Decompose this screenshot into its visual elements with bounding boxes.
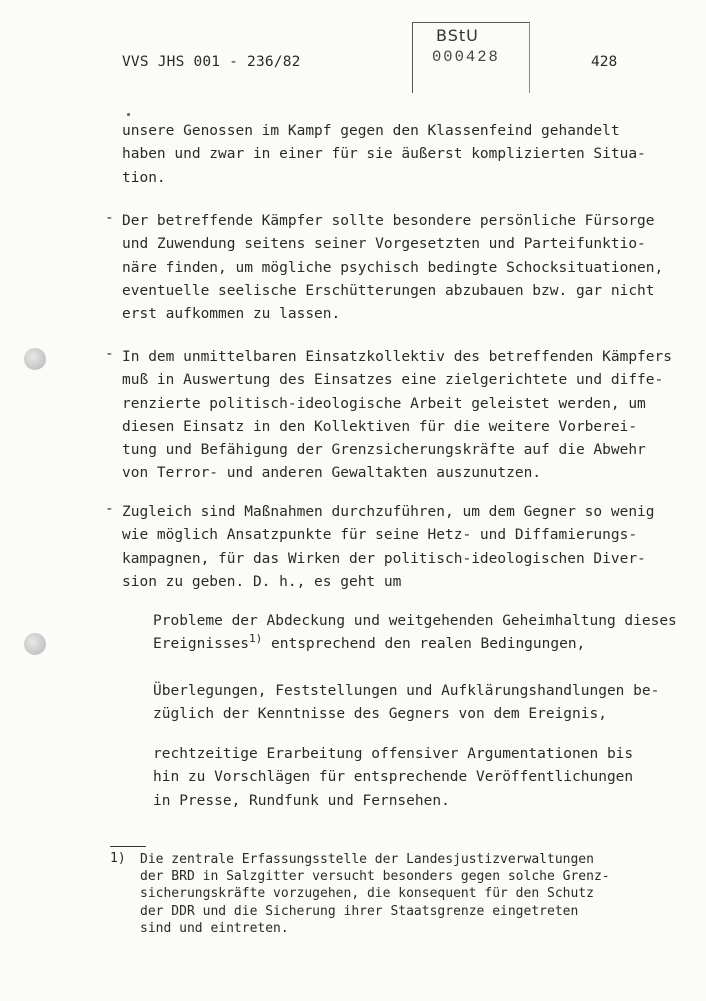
text-line: haben und zwar in einer für sie äußerst komplizierten Situa- (122, 146, 646, 163)
text-line: renzierte politisch-ideologische Arbeit geleistet werden, um (122, 395, 646, 412)
text-line: Probleme der Abdeckung und weitgehenden Geheimhaltung dieses (153, 613, 677, 629)
text-line: unsere Genossen im Kampf gegen den Klassenfeind gehandelt (122, 123, 620, 139)
text-line: entsprechend den realen Bedingungen, (262, 636, 586, 653)
text-line: in Presse, Rundfunk und Fernsehen. (153, 792, 450, 809)
text-line: sion zu geben. D. h., es geht um (122, 573, 402, 590)
punch-hole-bottom (24, 633, 46, 655)
text-line: tung und Befähigung der Grenzsicherungskräfte auf die Abwehr (122, 442, 646, 459)
text-line: sind und eintreten. (140, 920, 289, 936)
text-line: Der betreffende Kämpfer sollte besondere persönliche Fürsorge (122, 213, 655, 229)
bullet-dash: - (105, 501, 114, 517)
text-line: tion. (122, 169, 166, 186)
footnote-rule (110, 846, 146, 847)
document-reference: VVS JHS 001 - 236/82 (122, 54, 301, 70)
text-line: kampagnen, für das Wirken der politisch-ideologischen Diver- (122, 550, 646, 567)
text-line: der DDR und die Sicherung ihrer Staatsgrenze eingetreten (140, 903, 579, 919)
text-line: In dem unmittelbaren Einsatzkollektiv des betreffenden Kämpfers (122, 349, 672, 365)
text-line: Zugleich sind Maßnahmen durchzuführen, um dem Gegner so wenig (122, 504, 655, 520)
stamp-number: 000428 (432, 48, 500, 66)
text-line: der BRD in Salzgitter versucht besonders gegen solche Grenz- (140, 869, 610, 885)
bullet-dash: - (105, 346, 114, 362)
text-line: hin zu Vorschlägen für entsprechende Veröffentlichungen (153, 769, 634, 786)
text-line: diesen Einsatz in den Kollektiven für die weitere Vorberei- (122, 418, 638, 435)
text-line: muß in Auswertung des Einsatzes eine zielgerichtete und diffe- (122, 372, 664, 389)
text-line: rechtzeitige Erarbeitung offensiver Argumentationen bis (153, 746, 634, 762)
sub-item-argumentation (153, 743, 693, 813)
text-line: Überlegungen, Feststellungen und Aufklärungshandlungen be- (153, 683, 660, 699)
page-number: 428 (591, 54, 618, 70)
sub-item-findings (153, 680, 693, 727)
footnote-marker: 1) (110, 851, 126, 866)
footnote-text (140, 851, 700, 937)
speck (127, 113, 130, 116)
text-line: Ereignisses (153, 636, 250, 653)
paragraph-continuation (122, 120, 682, 190)
bullet-dash: - (105, 210, 114, 226)
text-line: züglich der Kenntnisse des Gegners von dem Ereignis, (153, 706, 607, 723)
text-line: eventuelle seelische Erschütterungen abzubauen bzw. gar nicht (122, 282, 655, 299)
text-line: sicherungskräfte vorzugehen, die konsequent für den Schutz (140, 886, 594, 902)
text-line: näre finden, um mögliche psychisch bedingte Schocksituationen, (122, 259, 664, 276)
text-line: und Zuwendung seitens seiner Vorgesetzten und Parteifunktio- (122, 236, 646, 253)
paragraph-collective (122, 346, 682, 486)
paragraph-care (122, 210, 682, 326)
sub-item-concealment (153, 610, 693, 657)
punch-hole-top (24, 348, 46, 370)
text-line: von Terror- und anderen Gewaltakten auszunutzen. (122, 465, 542, 482)
paragraph-measures (122, 501, 682, 594)
footnote-reference: 1) (249, 632, 263, 646)
text-line: Die zentrale Erfassungsstelle der Landesjustizverwaltungen (140, 852, 594, 867)
stamp-title: BStU (436, 26, 479, 45)
text-line: erst aufkommen zu lassen. (122, 306, 341, 323)
text-line: wie möglich Ansatzpunkte für seine Hetz- und Diffamierungs- (122, 527, 638, 544)
